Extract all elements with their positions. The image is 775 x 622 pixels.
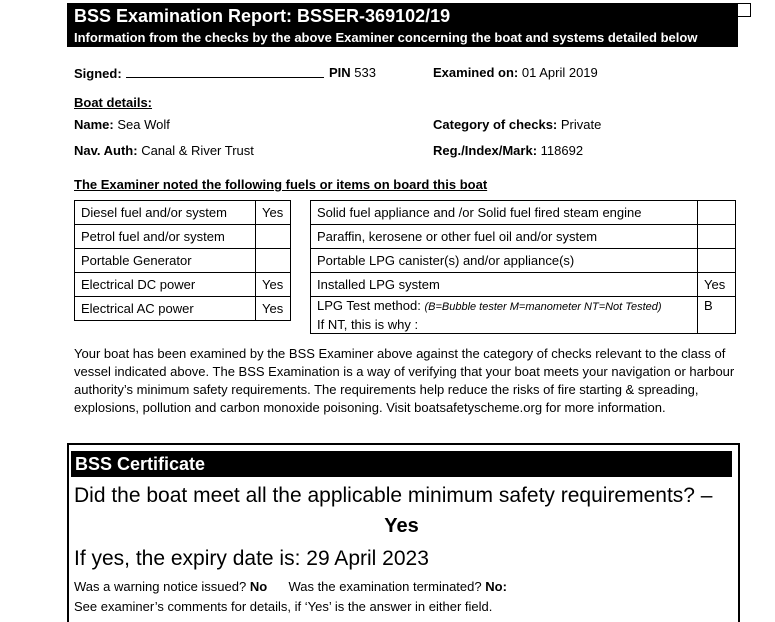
table-row — [311, 249, 736, 273]
table-row — [311, 297, 736, 334]
corner-checkbox[interactable] — [737, 3, 751, 17]
boat-details-heading: Boat details: — [74, 95, 153, 110]
certificate-expiry: If yes, the expiry date is: 29 April 2023 — [74, 547, 429, 570]
report-title: BSS Examination Report: BSSER-369102/19 — [74, 6, 451, 26]
report-subtitle: Information from the checks by the above Examiner concerning the boat and systems detailed below — [74, 30, 698, 45]
table-row — [75, 201, 291, 225]
fuel-item-value — [256, 249, 291, 273]
boat-name-value: Sea Wolf — [117, 117, 170, 132]
reg-value: 118692 — [540, 143, 584, 158]
certificate-answer: Yes — [384, 515, 419, 537]
table-row — [311, 273, 736, 297]
if-nt-label: If NT, this is why : — [317, 317, 419, 332]
certificate-box — [67, 443, 740, 622]
comments-note: See examiner’s comments for details, if ‘Yes’ is the answer in either field. — [74, 599, 493, 614]
category-row — [433, 117, 601, 132]
fuels-heading: The Examiner noted the following fuels or items on board this boat — [74, 177, 488, 192]
lpg-test-note: (B=Bubble tester M=manometer NT=Not Tested) — [424, 301, 662, 313]
fuels-left-table — [74, 200, 291, 321]
nav-auth-value: Canal & River Trust — [141, 143, 254, 158]
explanation-paragraph: Your boat has been examined by the BSS Examiner above against the category of checks relevant to the class of vessel indicated above. The BSS Examination is a way of verifying that your boat meets your navigation or harbour authority’s minimum safety requirements. The requirements help reduce the risks of fire starting & spreading, explosions, pollution and carbon monoxide poisoning. Visit boatsafetyscheme.org for more information. — [74, 346, 735, 415]
fuel-item-label: Installed LPG system — [311, 273, 698, 297]
terminated-value: No: — [485, 579, 507, 594]
fuel-item-value — [698, 225, 736, 249]
fuel-item-label: Paraffin, kerosene or other fuel oil and/or system — [311, 225, 698, 249]
lpg-test-value: B — [698, 297, 736, 334]
pin-value: 533 — [354, 65, 376, 80]
fuel-item-value: Yes — [256, 297, 291, 321]
category-label: Category of checks: — [433, 117, 558, 132]
warning-label: Was a warning notice issued? — [74, 579, 247, 594]
certificate-heading: BSS Certificate — [71, 451, 732, 477]
fuel-item-value: Yes — [256, 273, 291, 297]
fuel-item-label: Diesel fuel and/or system — [75, 201, 256, 225]
fuel-item-label: Portable Generator — [75, 249, 256, 273]
boat-name-row — [74, 117, 170, 132]
fuel-item-value: Yes — [256, 201, 291, 225]
certificate-question: Did the boat meet all the applicable minimum safety requirements? – — [74, 484, 713, 507]
table-row — [75, 249, 291, 273]
fuel-item-value: Yes — [698, 273, 736, 297]
warning-row — [74, 579, 507, 594]
fuel-item-label: Solid fuel appliance and /or Solid fuel fired steam engine — [311, 201, 698, 225]
examined-value: 01 April 2019 — [521, 65, 598, 80]
table-row — [75, 297, 291, 321]
reg-row — [433, 143, 583, 158]
fuel-item-label: Electrical DC power — [75, 273, 256, 297]
report-header — [67, 3, 738, 47]
warning-value: No — [249, 579, 268, 594]
fuel-item-value — [256, 225, 291, 249]
lpg-test-label: LPG Test method: — [317, 298, 421, 313]
examined-label: Examined on: — [433, 65, 519, 80]
boat-name-label: Name: — [74, 117, 114, 132]
lpg-test-cell — [311, 297, 698, 334]
table-row — [311, 225, 736, 249]
fuel-item-label: Electrical AC power — [75, 297, 256, 321]
terminated-label: Was the examination terminated? — [288, 579, 482, 594]
reg-label: Reg./Index/Mark: — [433, 143, 538, 158]
fuel-item-value — [698, 201, 736, 225]
nav-auth-row — [74, 143, 254, 158]
table-row — [75, 273, 291, 297]
examined-row — [433, 65, 598, 80]
pin-row — [329, 65, 376, 80]
signature-line — [126, 65, 324, 78]
table-row — [75, 225, 291, 249]
fuel-item-value — [698, 249, 736, 273]
pin-label: PIN — [329, 65, 351, 80]
category-value: Private — [560, 117, 602, 132]
table-row — [311, 201, 736, 225]
fuel-item-label: Portable LPG canister(s) and/or appliance(s) — [311, 249, 698, 273]
signed-row — [74, 65, 324, 81]
fuel-item-label: Petrol fuel and/or system — [75, 225, 256, 249]
fuels-right-table — [310, 200, 736, 334]
signed-label: Signed: — [74, 66, 122, 81]
nav-auth-label: Nav. Auth: — [74, 143, 138, 158]
